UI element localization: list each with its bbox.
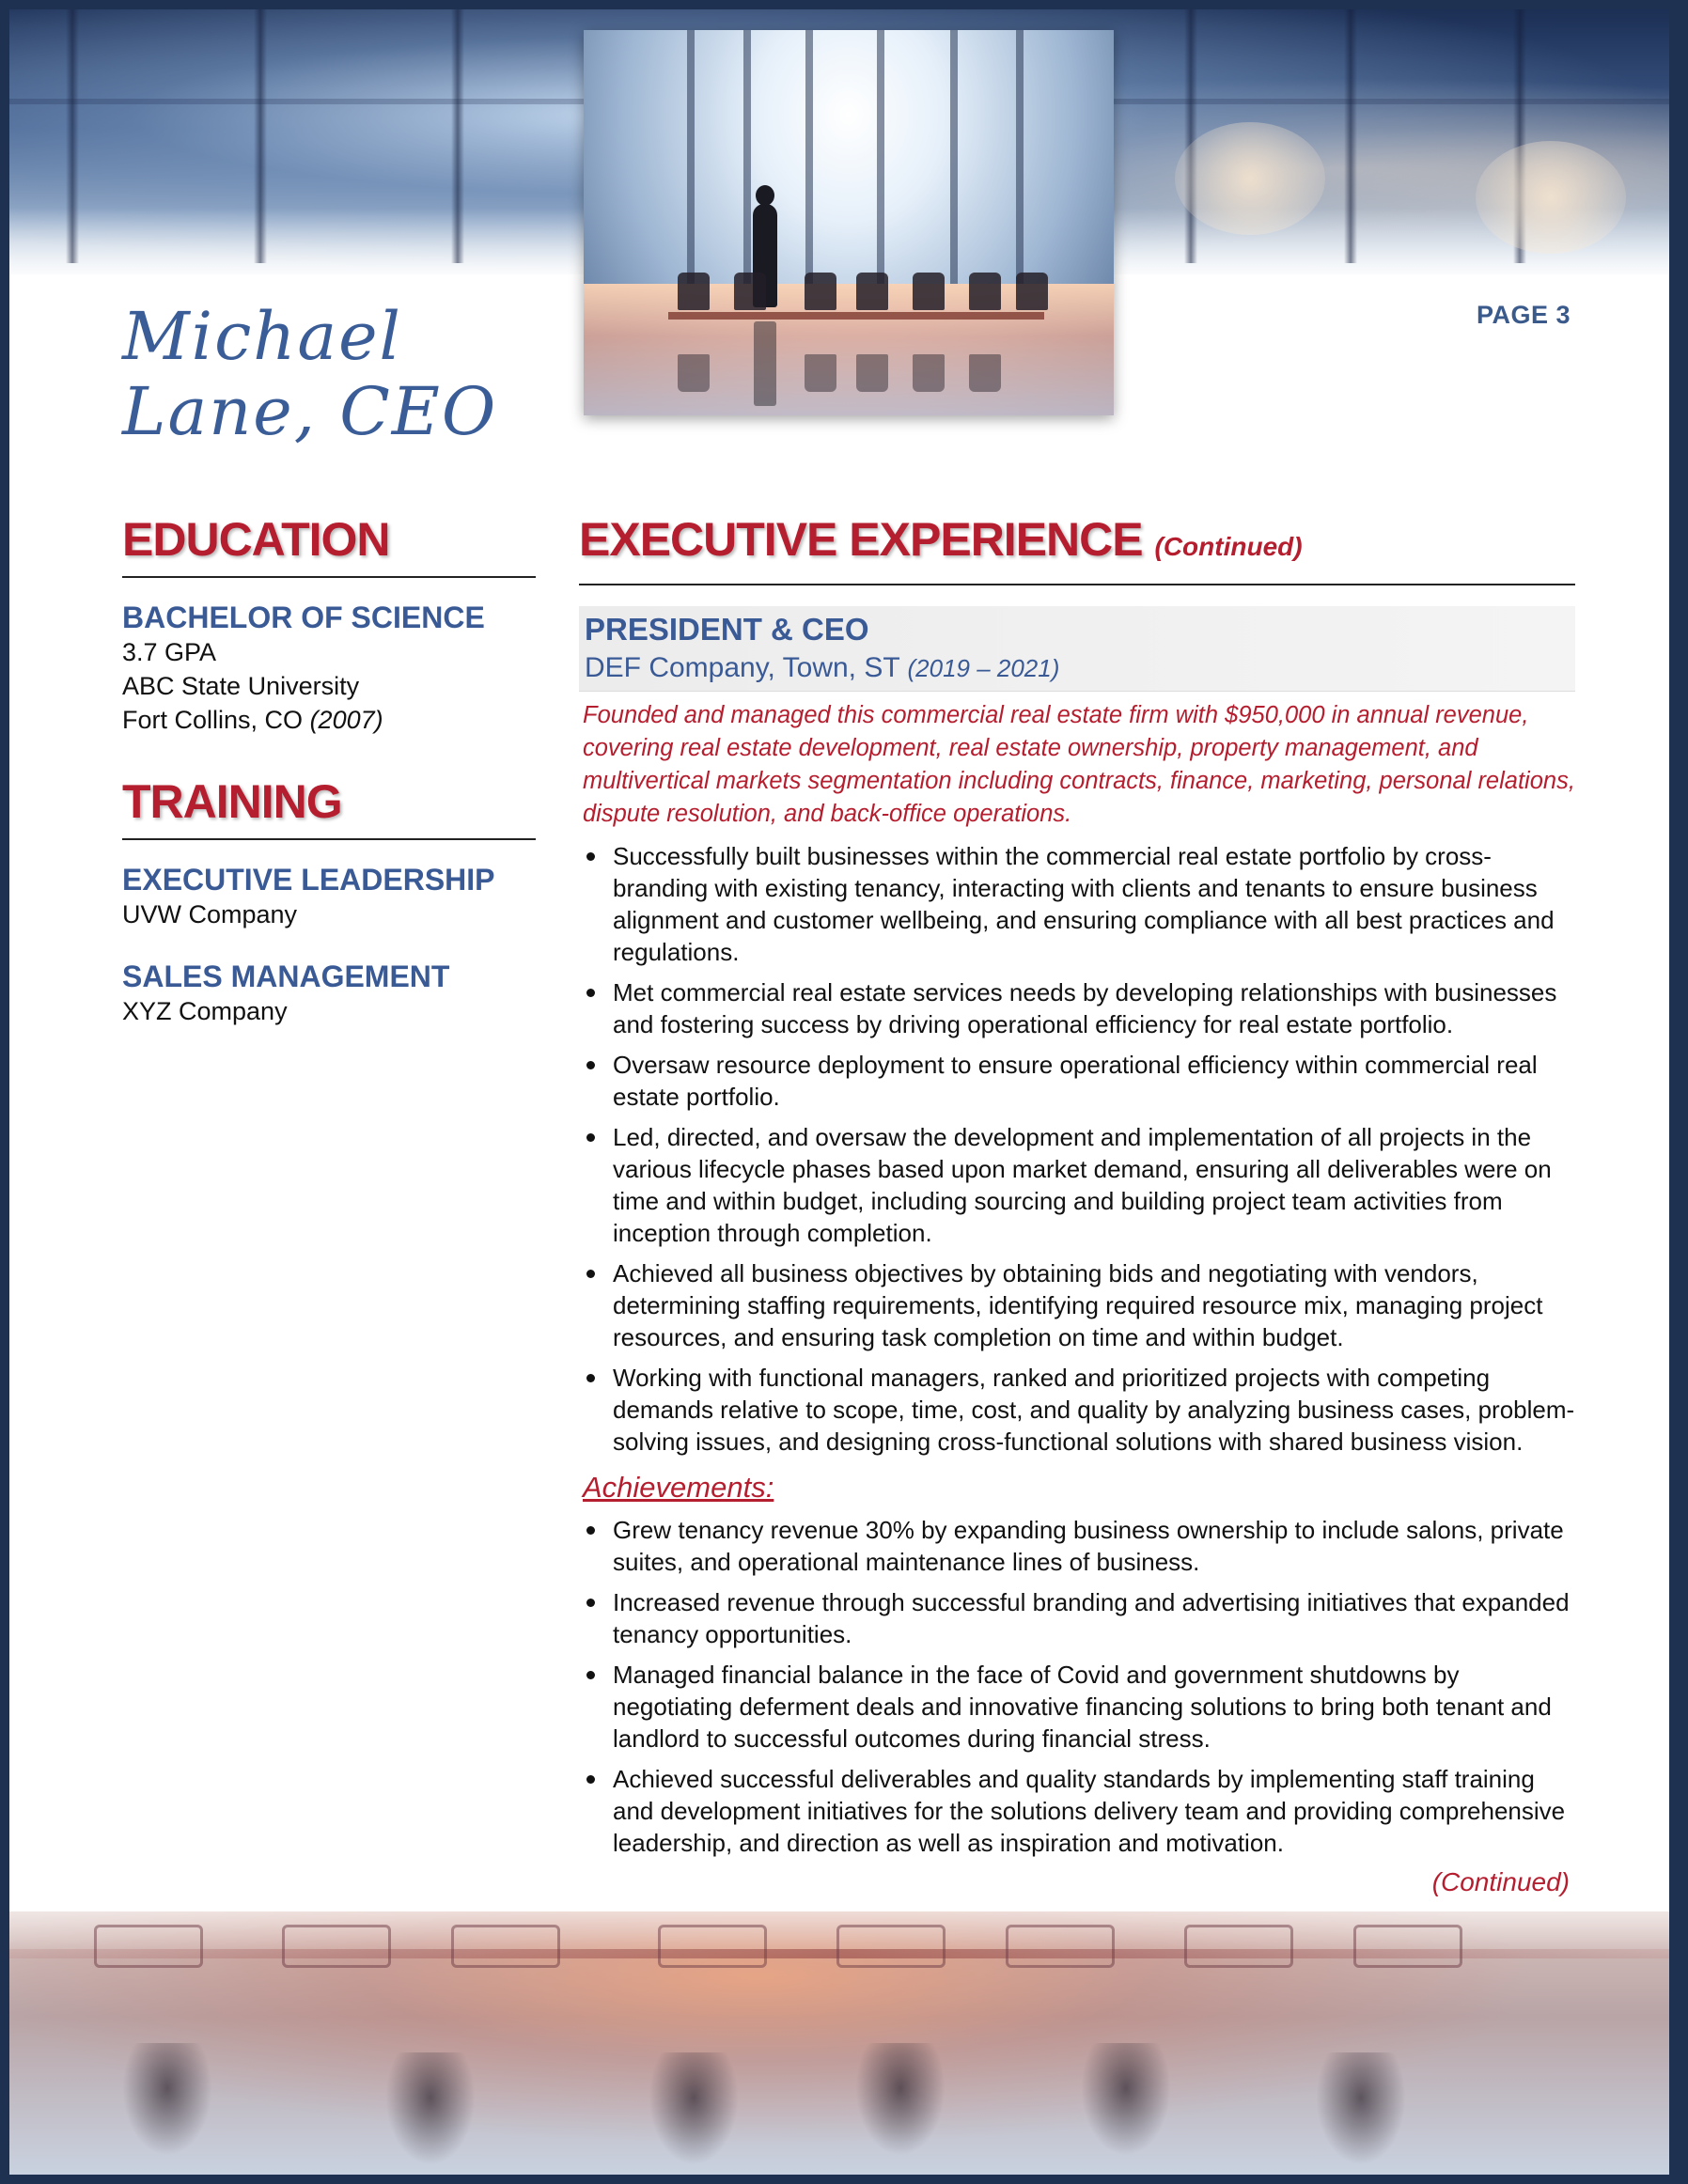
bottom-banner-image (9, 1911, 1669, 2175)
bullet-icon (586, 1599, 595, 1607)
achievements-heading: Achievements: (583, 1471, 774, 1504)
name-line-2: Lane, CEO (122, 373, 498, 450)
bullet-icon (586, 1061, 595, 1069)
list-item (579, 1514, 1575, 1578)
school-city: Fort Collins, CO (122, 706, 304, 734)
achievements-list (579, 1514, 1575, 1859)
right-column (579, 512, 1575, 1897)
list-item (579, 1257, 1575, 1353)
experience-continued-tag: (Continued) (1154, 532, 1303, 561)
role-years: (2019 – 2021) (907, 654, 1060, 682)
experience-divider (579, 584, 1575, 585)
education-divider (122, 576, 536, 578)
training-title-1: EXECUTIVE LEADERSHIP (122, 863, 495, 897)
list-item (579, 1362, 1575, 1458)
bullet-icon (586, 1270, 595, 1278)
list-item-text: Achieved all business objectives by obtaining bids and negotiating with vendors, determining staffing requirements, identifying required resource mix, managing project resources, and ensuring task completion on time and within budget. (613, 1259, 1543, 1351)
list-item (579, 1659, 1575, 1755)
school-location (122, 703, 536, 737)
continued-footer: (Continued) (1431, 1867, 1570, 1896)
list-item (579, 840, 1575, 968)
list-item (579, 1586, 1575, 1650)
list-item (579, 1121, 1575, 1249)
responsibility-list (579, 840, 1575, 1458)
training-provider-2: XYZ Company (122, 997, 288, 1025)
training-heading: TRAINING (122, 775, 342, 828)
bullet-icon (586, 1374, 595, 1382)
bullet-icon (586, 1526, 595, 1535)
bullet-icon (586, 1671, 595, 1679)
gpa: 3.7 GPA (122, 638, 217, 666)
list-item-text: Achieved successful deliverables and quality standards by implementing staff training and development initiatives for the solutions delivery team and providing comprehensive leadership, and direction as well as inspiration and motivation. (613, 1765, 1566, 1857)
list-item (579, 976, 1575, 1040)
page-number: PAGE 3 (1477, 301, 1571, 329)
candidate-name (122, 299, 555, 449)
role-summary: Founded and managed this commercial real estate firm with $950,000 in annual revenue, covering real estate development, real estate ownership, property management, and multivertical markets segmentation including contracts, finance, marketing, personal relations, dispute resolution, and back-office operations. (583, 702, 1575, 827)
resume-page (9, 9, 1669, 2175)
degree-title: BACHELOR OF SCIENCE (122, 601, 485, 634)
list-item (579, 1049, 1575, 1113)
training-title-2: SALES MANAGEMENT (122, 959, 450, 993)
left-column (122, 512, 536, 1028)
bullet-icon (586, 989, 595, 997)
graduation-year: (2007) (309, 706, 383, 734)
role-title: PRESIDENT & CEO (585, 612, 869, 647)
list-item-text: Working with functional managers, ranked and prioritized projects with competing demands relative to scope, time, cost, and quality by analyzing business cases, problem-solving issues, and designing cross-functional solutions with shared business vision. (613, 1364, 1575, 1456)
name-line-1: Michael (122, 298, 402, 375)
experience-heading (579, 512, 1575, 574)
list-item-text: Managed financial balance in the face of Covid and government shutdowns by negotiating deferment deals and innovative financing solutions to bring both tenant and landlord to successful outcomes during financial stress. (613, 1661, 1552, 1753)
school-name: ABC State University (122, 672, 360, 700)
list-item-text: Led, directed, and oversaw the development and implementation of all projects in the various lifecycle phases based upon market demand, ensuring all deliverables were on time and within budget, including sourcing and building project team activities from inception through completion. (613, 1123, 1552, 1247)
list-item-text: Successfully built businesses within the commercial real estate portfolio by cross-branding with existing tenancy, interacting with clients and tenants to ensure business alignment and customer wellbeing, and ensuring compliance with all best practices and regulations. (613, 842, 1555, 966)
list-item (579, 1763, 1575, 1859)
education-heading: EDUCATION (122, 513, 390, 566)
training-provider-1: UVW Company (122, 900, 298, 928)
boardroom-photo (584, 30, 1114, 415)
list-item-text: Grew tenancy revenue 30% by expanding business ownership to include salons, private suites, and operational maintenance lines of business. (613, 1516, 1564, 1576)
bullet-icon (586, 1133, 595, 1142)
training-divider (122, 838, 536, 840)
list-item-text: Oversaw resource deployment to ensure operational efficiency within commercial real estate portfolio. (613, 1051, 1538, 1111)
company-line (585, 649, 1571, 687)
list-item-text: Met commercial real estate services needs by developing relationships with businesses and fostering success by driving operational efficiency for real estate portfolio. (613, 978, 1557, 1038)
list-item-text: Increased revenue through successful branding and advertising initiatives that expanded tenancy opportunities. (613, 1588, 1570, 1648)
role-header (579, 606, 1575, 692)
company-name: DEF Company, Town, ST (585, 652, 900, 683)
bullet-icon (586, 1775, 595, 1784)
experience-heading-text: EXECUTIVE EXPERIENCE (579, 513, 1143, 566)
bullet-icon (586, 852, 595, 861)
